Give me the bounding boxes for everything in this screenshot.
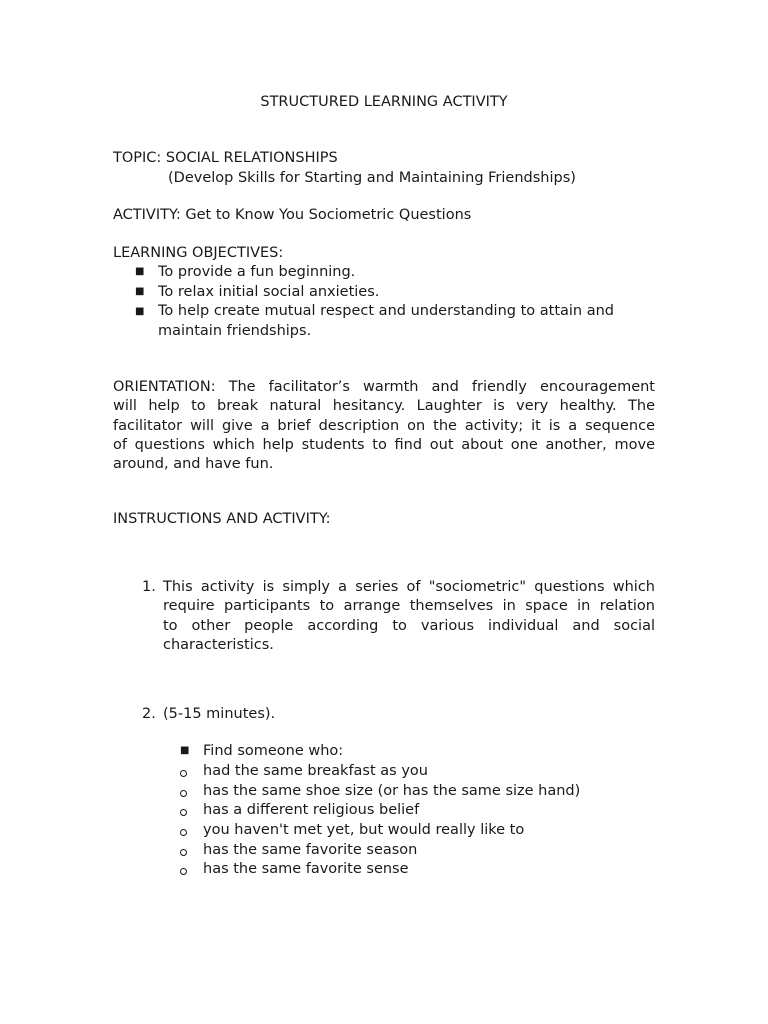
sub-list-item: you haven't met yet, but would really like to xyxy=(203,822,525,838)
list-number: 1. xyxy=(142,579,156,595)
instruction-line: to other people according to various individual and social xyxy=(163,618,655,634)
objective-item: To help create mutual respect and understanding to attain and xyxy=(158,303,615,319)
list-number: 2. xyxy=(142,706,156,722)
find-someone-label: Find someone who: xyxy=(203,743,344,759)
instructions-heading: INSTRUCTIONS AND ACTIVITY: xyxy=(113,511,331,527)
square-bullet-icon: ■ xyxy=(135,286,145,297)
objectives-heading: LEARNING OBJECTIVES: xyxy=(113,245,284,261)
activity-line: ACTIVITY: Get to Know You Sociometric Questions xyxy=(113,207,472,223)
sub-list-item: has the same shoe size (or has the same size hand) xyxy=(203,783,581,799)
sub-list-item: has the same favorite sense xyxy=(203,861,409,877)
orientation-line: of questions which help students to find out about one another, move xyxy=(113,437,655,453)
topic-subtitle: (Develop Skills for Starting and Maintaining Friendships) xyxy=(168,170,576,186)
circle-bullet-icon xyxy=(180,790,187,797)
instruction-line-last: characteristics. xyxy=(163,637,274,653)
orientation-line: facilitator will give a brief description on the activity; it is a sequence xyxy=(113,418,655,434)
circle-bullet-icon xyxy=(180,849,187,856)
page-title: STRUCTURED LEARNING ACTIVITY xyxy=(260,94,508,110)
sub-list-item: has a different religious belief xyxy=(203,802,420,818)
objective-item: To provide a fun beginning. xyxy=(158,264,356,280)
instruction-time: (5-15 minutes). xyxy=(163,706,276,722)
objective-item: To relax initial social anxieties. xyxy=(158,284,380,300)
sub-list-item: had the same breakfast as you xyxy=(203,763,428,779)
square-bullet-icon: ■ xyxy=(135,266,145,277)
orientation-line: will help to break natural hesitancy. Laughter is very healthy. The xyxy=(113,398,655,414)
square-bullet-icon: ■ xyxy=(180,745,190,756)
circle-bullet-icon xyxy=(180,868,187,875)
circle-bullet-icon xyxy=(180,809,187,816)
orientation-line-last: around, and have fun. xyxy=(113,456,274,472)
orientation-line: ORIENTATION: The facilitator’s warmth and friendly encouragement xyxy=(113,379,655,395)
square-bullet-icon: ■ xyxy=(135,306,145,317)
topic-line: TOPIC: SOCIAL RELATIONSHIPS xyxy=(113,150,338,166)
sub-list-item: has the same favorite season xyxy=(203,842,418,858)
instruction-line: This activity is simply a series of "sociometric" questions which xyxy=(163,579,655,595)
circle-bullet-icon xyxy=(180,770,187,777)
circle-bullet-icon xyxy=(180,829,187,836)
objective-item-continued: maintain friendships. xyxy=(158,323,312,339)
instruction-line: require participants to arrange themselves in space in relation xyxy=(163,598,655,614)
